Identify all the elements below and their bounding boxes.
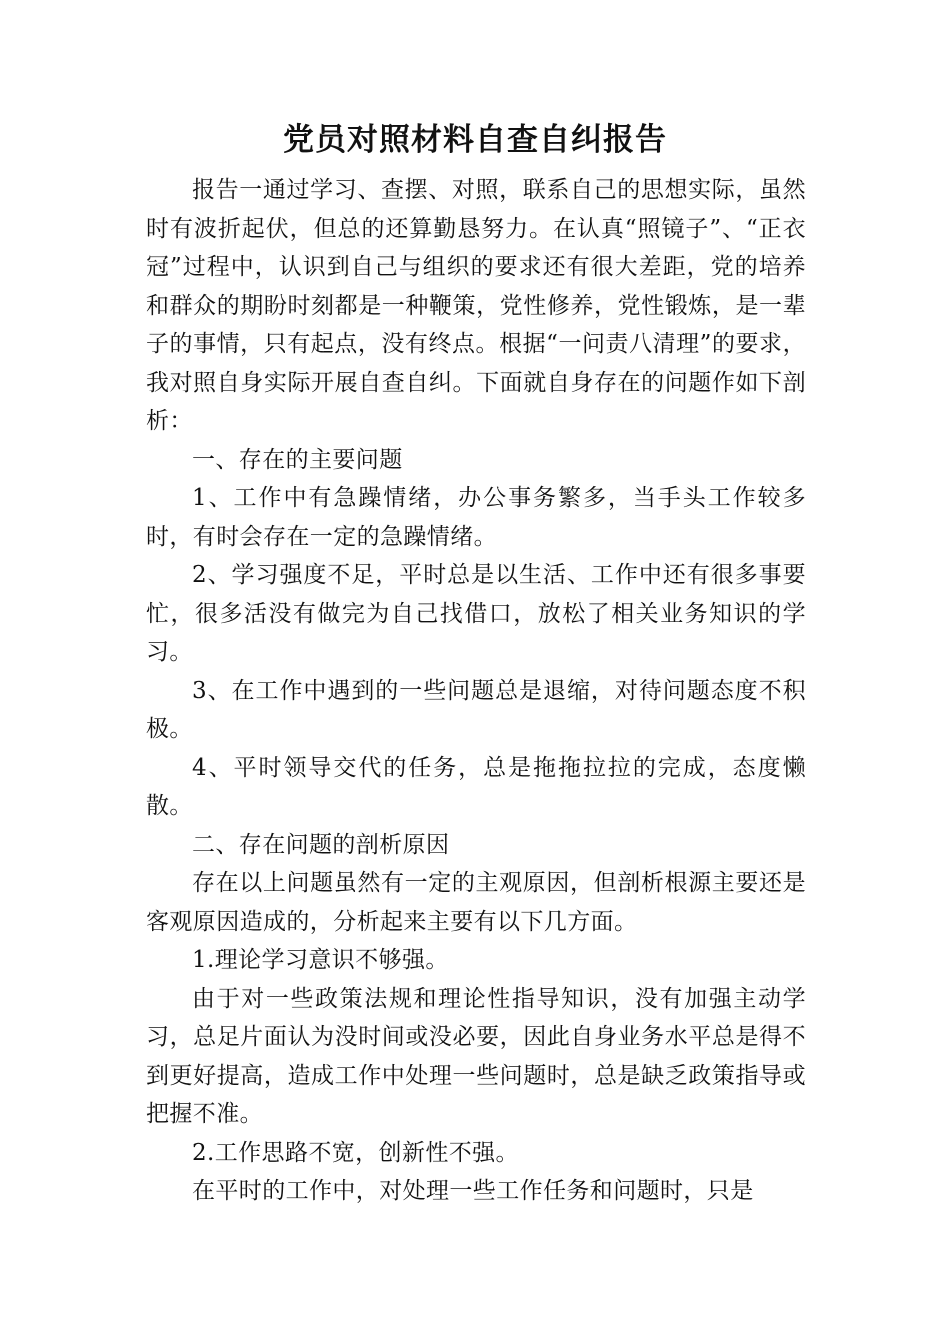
paragraph-problem-3: 3、在工作中遇到的一些问题总是退缩，对待问题态度不积极。 (146, 677, 806, 742)
paragraph-problem-1: 1、工作中有急躁情绪，办公事务繁多，当手头工作较多时，有时会存在一定的急躁情绪。 (146, 485, 806, 550)
paragraph-analysis-intro: 存在以上问题虽然有一定的主观原因，但剖析根源主要还是客观原因造成的，分析起来主要有以下几方面。 (146, 870, 806, 935)
paragraph-work-thinking: 在平时的工作中，对处理一些工作任务和问题时，只是 (192, 1178, 754, 1204)
paragraph-intro: 报告一通过学习、查摆、对照，联系自己的思想实际，虽然时有波折起伏，但总的还算勤恳努力。在认真“照镜子”、“正衣冠”过程中，认识到自己与组织的要求还有很大差距，党的培养和群众的期盼时刻都是一种鞭策，党性修养，党性锻炼，是一辈子的事情，只有起点，没有终点。根据“一问责八清理”的要求，我对照自身实际开展自查自纠。下面就自身存在的问题作如下剖析： (146, 177, 806, 434)
paragraph-problem-2: 2、学习强度不足，平时总是以生活、工作中还有很多事要忙，很多活没有做完为自己找借口，放松了相关业务知识的学习。 (146, 562, 806, 665)
heading-analysis: 二、存在问题的剖析原因 (192, 831, 450, 858)
paragraph-theory-study: 由于对一些政策法规和理论性指导知识，没有加强主动学习，总足片面认为没时间或没必要，因此自身业务水平总是得不到更好提高，造成工作中处理一些问题时，总是缺乏政策指导或把握不准。 (146, 985, 806, 1127)
subheading-theory-study: 1.理论学习意识不够强。 (192, 947, 449, 973)
paragraph-problem-4: 4、平时领导交代的任务，总是拖拖拉拉的完成，态度懒散。 (146, 754, 806, 819)
heading-main-problems: 一、存在的主要问题 (192, 446, 403, 473)
subheading-work-thinking: 2.工作思路不宽，创新性不强。 (192, 1139, 519, 1166)
document-body (146, 171, 806, 1211)
document-title: 党员对照材料自查自纠报告 (283, 122, 667, 158)
